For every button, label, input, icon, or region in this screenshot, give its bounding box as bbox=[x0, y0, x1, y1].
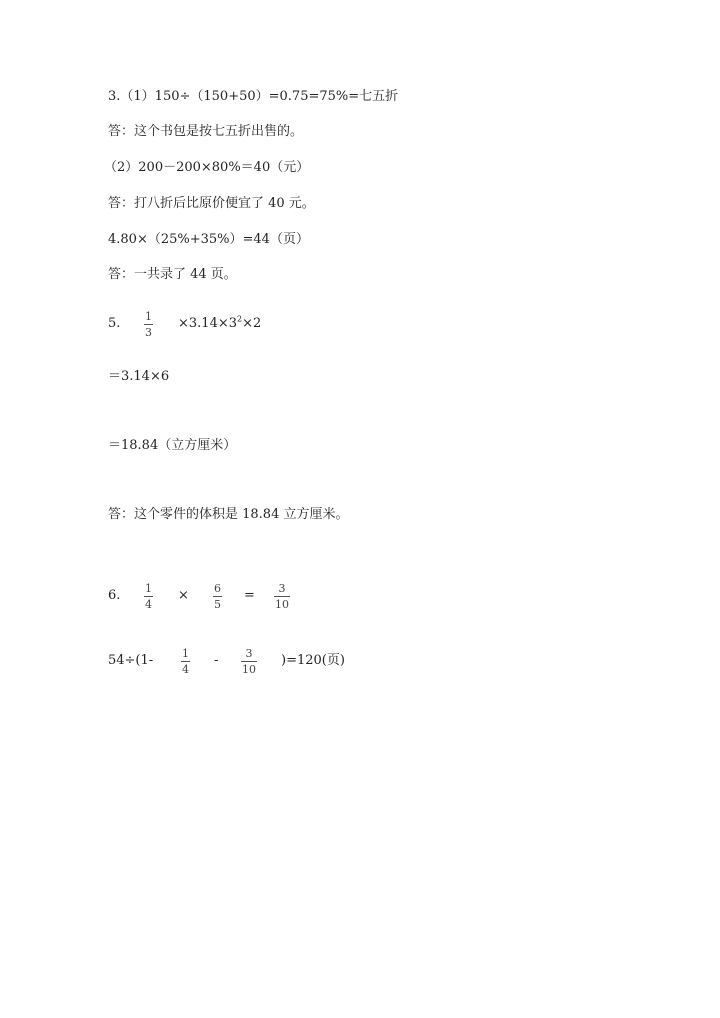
q6-fraction-4-bar bbox=[181, 661, 190, 662]
q5-answer: 答：这个零件的体积是 18.84 立方厘米。 bbox=[108, 507, 349, 522]
q6-fraction-1-denominator: 4 bbox=[145, 598, 152, 611]
q6-fraction-5-bar bbox=[241, 661, 257, 662]
q6-equals-sign: = bbox=[244, 588, 255, 603]
q6-fraction-2-bar bbox=[213, 596, 222, 597]
q3-answer-1: 答：这个书包是按七五折出售的。 bbox=[108, 124, 304, 139]
q6-fraction-4-numerator: 1 bbox=[182, 647, 189, 660]
q6-line-2-start: 54÷(1- bbox=[108, 653, 154, 668]
q6-minus-sign: - bbox=[214, 653, 219, 668]
q5-fraction-bar bbox=[144, 324, 153, 325]
q4-line-1: 4.80×（25%+35%）=44（页） bbox=[108, 232, 309, 247]
q5-fraction-numerator: 1 bbox=[145, 310, 152, 323]
q5-expression bbox=[178, 316, 261, 332]
q5-fraction-denominator: 3 bbox=[145, 326, 152, 339]
q5-expression-b: ×2 bbox=[242, 316, 262, 331]
q6-fraction-1-bar bbox=[144, 596, 153, 597]
q6-fraction-1 bbox=[144, 582, 153, 611]
q6-fraction-3-bar bbox=[274, 596, 290, 597]
q6-line-2-end: )=120(页) bbox=[281, 653, 345, 668]
q5-label: 5. bbox=[108, 316, 121, 331]
q3-line-2: （2）200－200×80%＝40（元） bbox=[104, 160, 310, 175]
q5-fraction bbox=[144, 310, 153, 339]
q6-fraction-4-denominator: 4 bbox=[182, 663, 189, 676]
q6-fraction-2 bbox=[213, 582, 222, 611]
q5-expression-a: ×3.14×3 bbox=[178, 316, 238, 331]
q3-line-1: 3.（1）150÷（150+50）=0.75=75%=七五折 bbox=[108, 89, 399, 104]
q6-times-sign: × bbox=[178, 588, 189, 603]
q6-fraction-3-denominator: 10 bbox=[275, 598, 289, 611]
q3-answer-2: 答：打八折后比原价便宜了 40 元。 bbox=[108, 196, 315, 211]
q6-fraction-1-numerator: 1 bbox=[145, 582, 152, 595]
q6-label: 6. bbox=[108, 588, 121, 603]
q6-fraction-2-denominator: 5 bbox=[214, 598, 221, 611]
q4-answer: 答：一共录了 44 页。 bbox=[108, 267, 237, 282]
q6-fraction-5-denominator: 10 bbox=[242, 663, 256, 676]
q5-step-2: ＝3.14×6 bbox=[108, 369, 170, 384]
q5-exponent: 2 bbox=[237, 314, 243, 324]
q5-step-3: ＝18.84（立方厘米） bbox=[108, 438, 237, 453]
q6-fraction-4 bbox=[181, 647, 190, 676]
q6-fraction-5-numerator: 3 bbox=[245, 647, 253, 660]
q6-fraction-3-numerator: 3 bbox=[278, 582, 286, 595]
q6-fraction-2-numerator: 6 bbox=[214, 582, 221, 595]
q6-fraction-5 bbox=[241, 647, 257, 676]
q6-fraction-3 bbox=[274, 582, 290, 611]
